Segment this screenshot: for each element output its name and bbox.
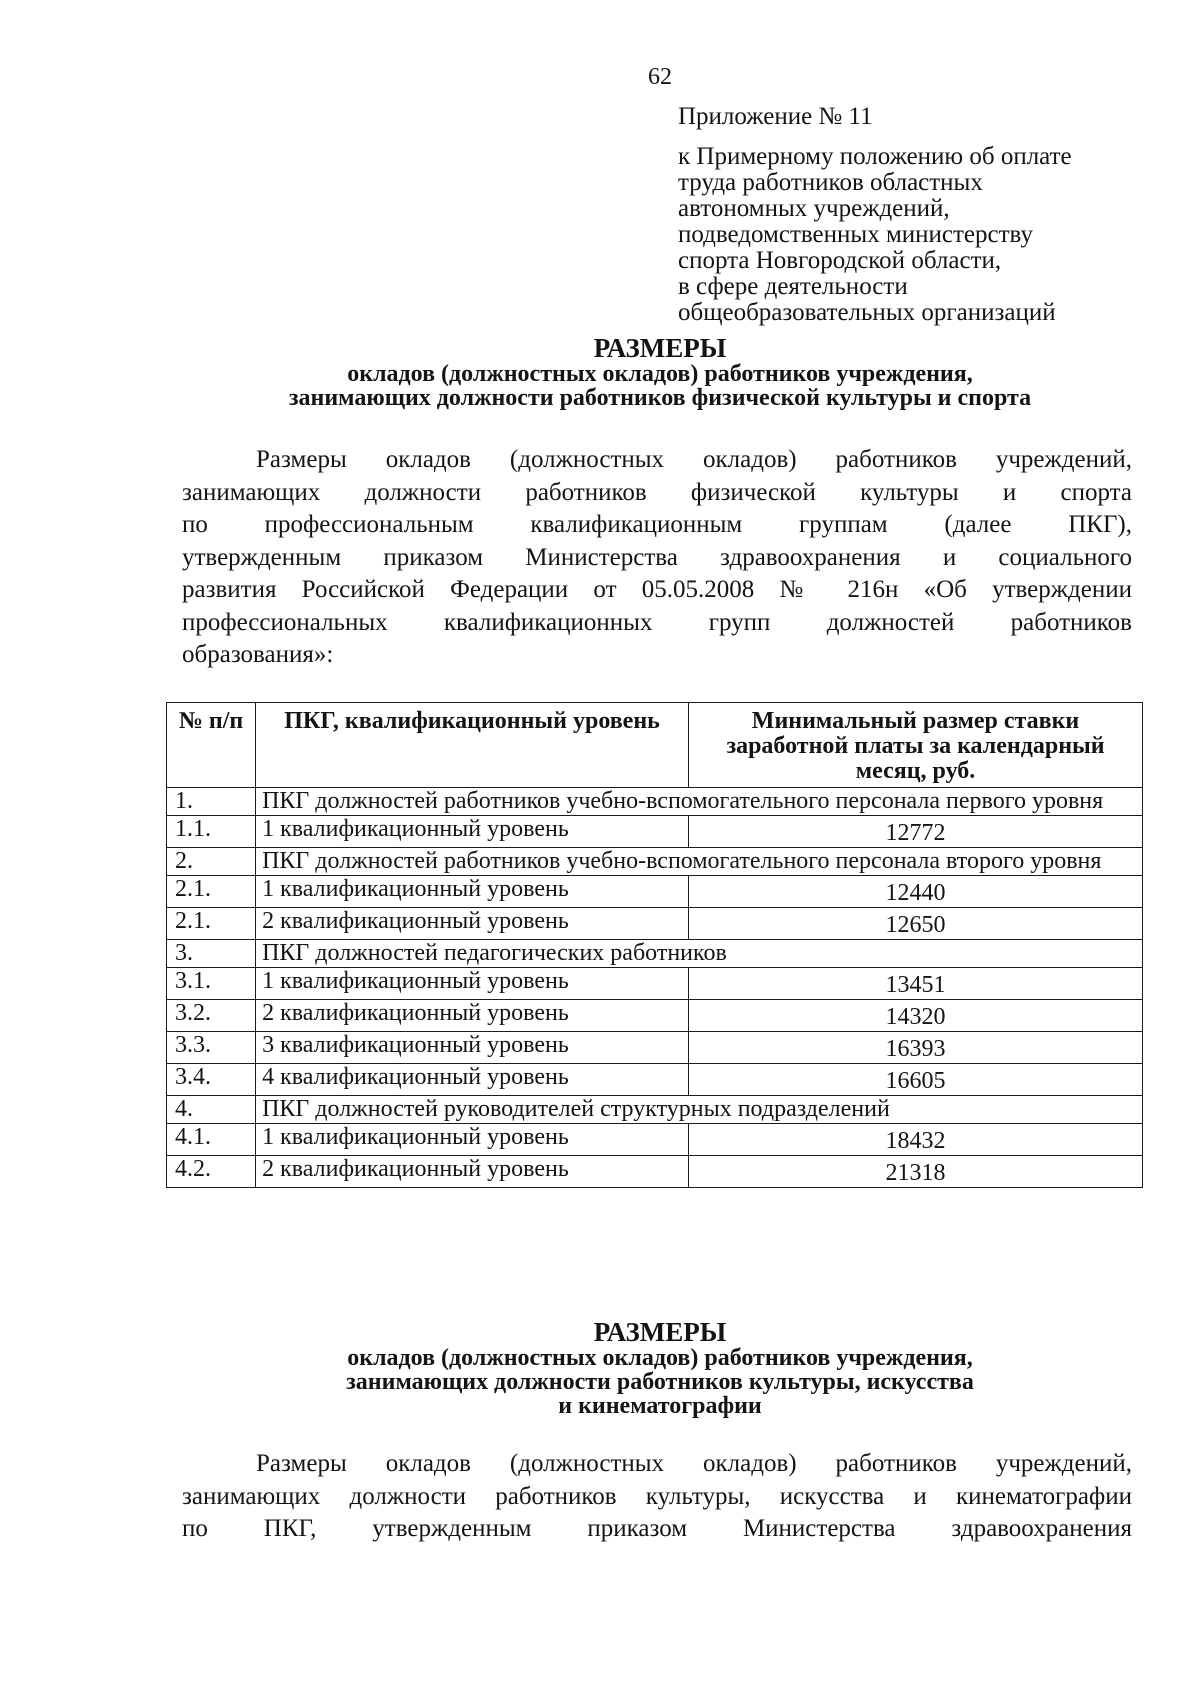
appendix-line: труда работников областных [678,169,983,196]
section2-subtitle-line: и кинематографии [558,1393,762,1419]
row-label: ПКГ должностей работников учебно-вспомогательного персонала первого уровня [256,788,1143,816]
header-salary: Минимальный размер ставки заработной платы за календарный месяц, руб. [689,703,1143,788]
row-value: 12772 [689,816,1143,848]
row-label: 1 квалификационный уровень [256,968,689,1000]
table-row [167,1000,1143,1032]
paragraph-line: по профессиональным квалификационным группам (далее ПКГ), [182,511,1132,538]
table-row [167,788,1143,816]
section1-subtitle-line: занимающих должности работников физической культуры и спорта [288,385,1032,411]
appendix-line: в сфере деятельности [678,273,908,300]
appendix-line: к Примерному положению об оплате [678,143,1072,170]
row-number: 3.3. [167,1032,256,1064]
row-label: 1 квалификационный уровень [256,816,689,848]
row-value: 14320 [689,1000,1143,1032]
table-row [167,816,1143,848]
section1-heading [170,334,1150,410]
table-header-row [167,703,1143,788]
row-label: ПКГ должностей руководителей структурных подразделений [256,1096,1143,1124]
row-value: 18432 [689,1124,1143,1156]
section2-title: РАЗМЕРЫ [593,1317,727,1347]
section2-subtitle-line: окладов (должностных окладов) работников учреждения, [347,1345,973,1371]
table-row [167,968,1143,1000]
table-row [167,1064,1143,1096]
row-value: 16605 [689,1064,1143,1096]
row-number: 3. [167,940,256,968]
row-label: 2 квалификационный уровень [256,908,689,940]
section2-paragraph [182,1448,1132,1546]
row-label: 1 квалификационный уровень [256,1124,689,1156]
appendix-title: Приложение № 11 [678,103,873,130]
appendix-line: подведомственных министерству [678,221,1033,248]
header-num: № п/п [167,703,256,788]
row-value: 16393 [689,1032,1143,1064]
paragraph-line: образования»: [182,641,334,668]
appendix-line: общеобразовательных организаций [678,299,1056,326]
row-number: 2.1. [167,876,256,908]
table-row [167,1032,1143,1064]
table-row [167,1156,1143,1188]
table-row [167,940,1143,968]
row-value: 12650 [689,908,1143,940]
table-row [167,1096,1143,1124]
section1-title: РАЗМЕРЫ [593,333,727,363]
row-number: 2. [167,848,256,876]
section2-heading [170,1318,1150,1418]
row-number: 4.2. [167,1156,256,1188]
table-row [167,876,1143,908]
appendix-line: спорта Новгородской области, [678,247,1002,274]
row-number: 3.1. [167,968,256,1000]
row-number: 4.1. [167,1124,256,1156]
salary-table [166,702,1143,1188]
row-label: 4 квалификационный уровень [256,1064,689,1096]
table-row [167,908,1143,940]
page-number: 62 [648,64,672,90]
paragraph-line: развития Российской Федерации от 05.05.2008 № 216н «Об утверждении [182,576,1132,603]
row-label: 1 квалификационный уровень [256,876,689,908]
row-number: 3.4. [167,1064,256,1096]
paragraph-line: занимающих должности работников культуры, искусства и кинематографии [182,1482,1132,1510]
row-value: 21318 [689,1156,1143,1188]
row-label: ПКГ должностей педагогических работников [256,940,1143,968]
section1-paragraph [182,444,1132,672]
row-label: 2 квалификационный уровень [256,1156,689,1188]
row-number: 4. [167,1096,256,1124]
row-label: 3 квалификационный уровень [256,1032,689,1064]
row-label: ПКГ должностей работников учебно-вспомогательного персонала второго уровня [256,848,1143,876]
row-number: 1.1. [167,816,256,848]
paragraph-line: по ПКГ, утвержденным приказом Министерства здравоохранения [182,1515,1132,1542]
table-row [167,1124,1143,1156]
paragraph-line: занимающих должности работников физической культуры и спорта [182,478,1132,506]
paragraph-line: Размеры окладов (должностных окладов) работников учреждений, [256,1450,1132,1477]
section2-subtitle-line: занимающих должности работников культуры, искусства [346,1369,974,1395]
appendix-line: автономных учреждений, [678,195,950,222]
row-number: 1. [167,788,256,816]
paragraph-line: утвержденным приказом Министерства здравоохранения и социального [182,543,1132,571]
appendix-block [678,104,1072,326]
header-pkg: ПКГ, квалификационный уровень [256,703,689,788]
table-row [167,848,1143,876]
section1-subtitle-line: окладов (должностных окладов) работников учреждения, [347,361,973,387]
paragraph-line: профессиональных квалификационных групп должностей работников [182,608,1132,636]
row-number: 3.2. [167,1000,256,1032]
paragraph-line: Размеры окладов (должностных окладов) работников учреждений, [256,446,1132,473]
row-value: 13451 [689,968,1143,1000]
row-label: 2 квалификационный уровень [256,1000,689,1032]
row-number: 2.1. [167,908,256,940]
row-value: 12440 [689,876,1143,908]
table-body [167,788,1143,1188]
